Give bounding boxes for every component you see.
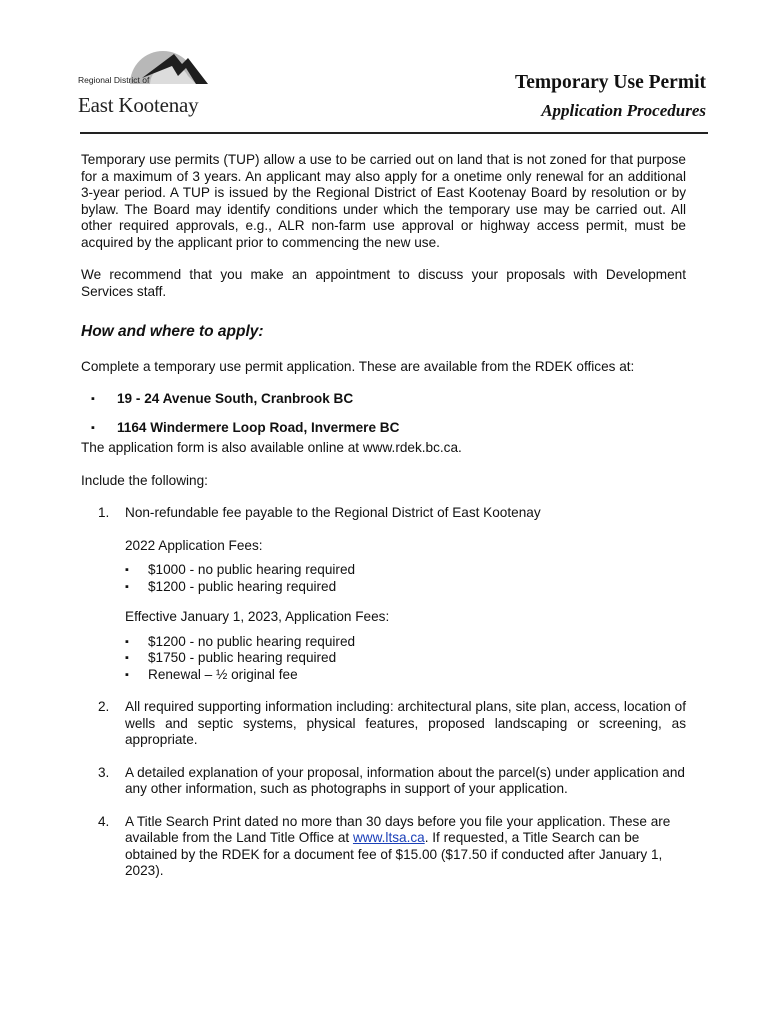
page-title: Temporary Use Permit xyxy=(515,72,706,93)
requirement-item xyxy=(81,699,686,749)
fee-item: ▪ $1200 - no public hearing required xyxy=(125,634,686,651)
include-label: Include the following: xyxy=(81,472,208,488)
fees-2023-list xyxy=(125,634,686,684)
office-item: ▪ 19 - 24 Avenue South, Cranbrook BC xyxy=(81,391,686,408)
requirement-text xyxy=(125,814,686,880)
appointment-paragraph: We recommend that you make an appointment to discuss your proposals with Development Services staff. xyxy=(81,267,686,299)
logo-name: East Kootenay xyxy=(78,93,199,117)
fee-item: ▪ Renewal – ½ original fee xyxy=(125,667,686,684)
requirement-text: All required supporting information including: architectural plans, site plan, access, location of wells and septic systems, physical features, proposed landscaping or screening, as appropriate. xyxy=(125,699,686,747)
title-search-text: A Title Search Print dated no more than 30 days before you file your application. These are available from the Land Title Office at xyxy=(125,813,671,845)
rdek-logo xyxy=(78,44,208,124)
requirement-item xyxy=(81,505,686,683)
step-number: 1. xyxy=(98,505,110,520)
document-body xyxy=(81,152,686,896)
requirement-item xyxy=(81,814,686,880)
step-number: 2. xyxy=(98,699,110,714)
section-heading: How and where to apply: xyxy=(81,323,264,340)
fee-item: ▪ $1200 - public hearing required xyxy=(125,579,686,596)
requirement-text: A detailed explanation of your proposal, information about the parcel(s) under application and any other information, such as photographs in support of your application. xyxy=(125,764,685,796)
ltsa-link[interactable]: www.ltsa.ca xyxy=(352,830,425,845)
step-number: 4. xyxy=(98,813,110,829)
apply-intro: Complete a temporary use permit application. These are available from the RDEK offices at: xyxy=(81,358,635,374)
title-search-text-cont: . If requested, a Title Search can be obtained by the RDEK for a document fee of $15.00 ($17.50 if conducted after January 1, 2023). xyxy=(125,830,663,878)
requirement-item xyxy=(81,765,686,798)
requirements-list xyxy=(81,505,686,880)
office-list xyxy=(81,391,686,436)
online-note: The application form is also available online at www.rdek.bc.ca. xyxy=(81,440,462,455)
logo-small-text: Regional District of xyxy=(78,75,150,85)
requirement-text: Non-refundable fee payable to the Regional District of East Kootenay xyxy=(125,505,541,520)
intro-paragraph: Temporary use permits (TUP) allow a use to be carried out on land that is not zoned for that purpose for a maximum of 3 years. An applicant may also apply for a onetime only renewal for an additional 3-year period. A TUP is issued by the Regional District of East Kootenay Board by resolution or by bylaw. The Board may identify conditions under which the temporary use may be carried out. All other required approvals, e.g., ALR non-farm use approval or highway access permit, must be acquired by the applicant prior to commencing the new use. xyxy=(81,152,686,250)
step-number: 3. xyxy=(98,764,110,780)
fee-item: ▪ $1750 - public hearing required xyxy=(125,650,686,667)
fees-2023-label: Effective January 1, 2023, Application Fees: xyxy=(125,609,390,624)
fees-2022-label: 2022 Application Fees: xyxy=(125,537,263,553)
office-item: ▪ 1164 Windermere Loop Road, Invermere BC xyxy=(81,420,686,437)
fee-item: ▪ $1000 - no public hearing required xyxy=(125,562,686,579)
page-subtitle: Application Procedures xyxy=(541,101,706,120)
fees-2022-list xyxy=(125,562,686,595)
header-divider xyxy=(80,132,708,134)
